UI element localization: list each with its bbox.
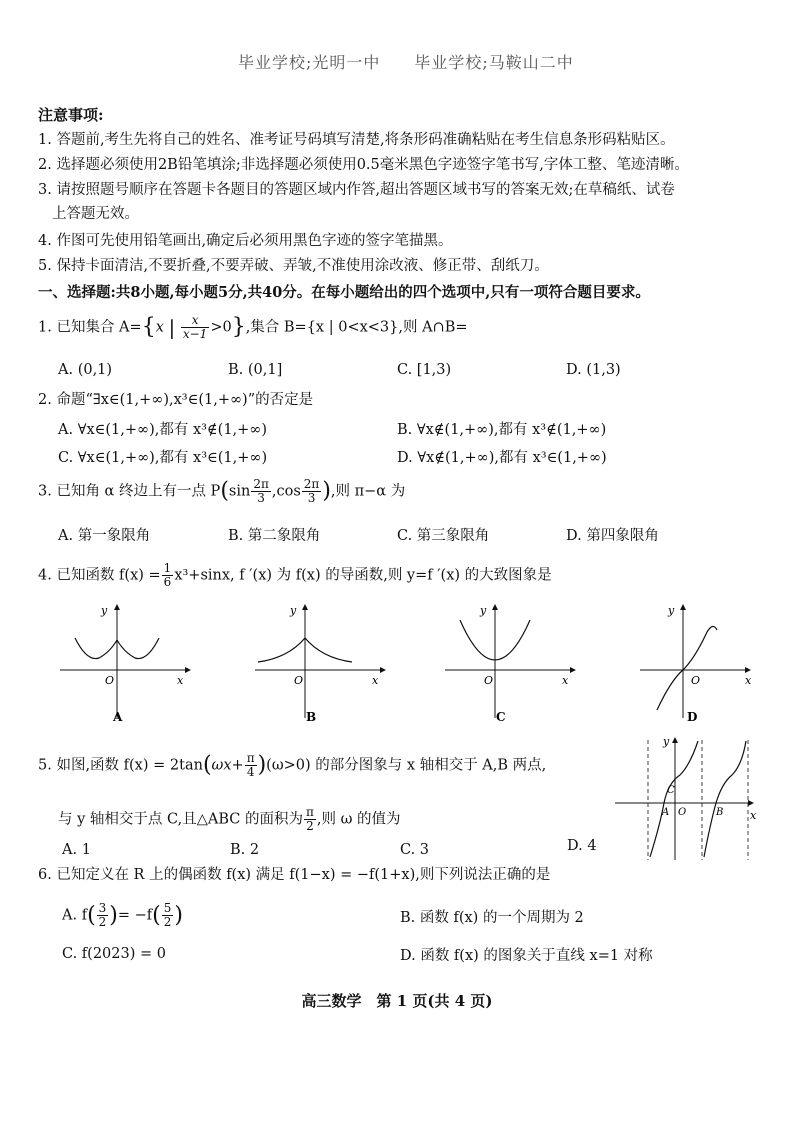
notice-item-4: 4. 作图可先使用铅笔画出,确定后必须用黑色字迹的签字笔描黑。	[38, 233, 453, 249]
q1-option-d: D. (1,3)	[566, 362, 621, 378]
q1-option-c: C. [1,3)	[397, 362, 452, 378]
q2-option-c: C. ∀x∈(1,+∞),都有 x³∈(1,+∞)	[58, 450, 268, 466]
q5-option-a: A. 1	[62, 842, 91, 858]
q6-option-a: A. f( $\frac{3}{2}$ )= −f( $\frac{5}{2}$ )	[62, 901, 183, 929]
graph-b-y-label: y	[290, 604, 297, 617]
q5-figure	[610, 735, 760, 865]
question-1-stem: 1. 已知集合 A={x | $\frac{x}{x-1}$ >0},集合 B={x | 0<x<3},则 A∩B=	[38, 313, 468, 341]
q5-option-d: D. 4	[567, 838, 597, 854]
graph-c	[440, 600, 580, 725]
q5-fig-point-c: C	[667, 785, 675, 796]
q3-option-b: B. 第二象限角	[228, 528, 321, 544]
graph-a-label: A	[113, 710, 123, 724]
graph-b-x-label: x	[372, 674, 379, 687]
notice-item-1: 1. 答题前,考生先将自己的姓名、准考证号码填写清楚,将条形码准确粘贴在考生信息条形码粘贴区。	[38, 132, 675, 148]
q5-fig-x-label: x	[750, 809, 757, 822]
q5-option-c: C. 3	[400, 842, 430, 858]
q5-fig-point-b: B	[716, 807, 724, 818]
q3-option-a: A. 第一象限角	[58, 528, 151, 544]
graph-d-origin: O	[691, 674, 701, 687]
graph-b-label: B	[306, 710, 317, 724]
question-6-stem: 6. 已知定义在 R 上的偶函数 f(x) 满足 f(1−x) = −f(1+x),则下列说法正确的是	[38, 867, 551, 883]
question-4-stem: 4. 已知函数 f(x) = $\frac{1}{6}$ x³+sinx, f ′(x) 为 f(x) 的导函数,则 y=f ′(x) 的大致图象是	[38, 561, 552, 589]
graph-d-label: D	[687, 710, 698, 724]
notice-item-3-cont: 上答题无效。	[52, 206, 139, 222]
graph-d-y-label: y	[668, 604, 675, 617]
graph-b	[250, 600, 390, 725]
graph-c-x-label: x	[562, 674, 569, 687]
page-footer: 高三数学 第 1 页(共 4 页)	[301, 992, 493, 1010]
graph-d-x-label: x	[745, 674, 752, 687]
notice-title: 注意事项:	[38, 106, 104, 124]
graph-b-origin: O	[294, 674, 304, 687]
graph-c-y-label: y	[480, 604, 487, 617]
graph-a-y-label: y	[101, 604, 108, 617]
q5-fig-y-label: y	[663, 735, 670, 748]
section-heading: 一、选择题:共8小题,每小题5分,共40分。在每小题给出的四个选项中,只有一项符合题目要求。	[38, 284, 650, 301]
q5-fig-point-a: A	[662, 807, 670, 818]
q5-fig-origin: O	[678, 807, 687, 818]
graph-a-origin: O	[105, 674, 115, 687]
question-2-stem: 2. 命题“∃x∈(1,+∞),x³∈(1,+∞)”的否定是	[38, 392, 314, 408]
q3-option-c: C. 第三象限角	[397, 528, 490, 544]
q5-option-b: B. 2	[230, 842, 260, 858]
q1-option-b: B. (0,1]	[228, 362, 283, 378]
q6-option-d: D. 函数 f(x) 的图象关于直线 x=1 对称	[400, 948, 653, 964]
page-header: 毕业学校;光明一中 毕业学校;马鞍山二中	[238, 53, 574, 72]
q2-option-a: A. ∀x∈(1,+∞),都有 x³∉(1,+∞)	[58, 422, 268, 438]
graph-c-label: C	[496, 710, 506, 724]
graph-d	[635, 600, 775, 725]
q2-option-b: B. ∀x∉(1,+∞),都有 x³∉(1,+∞)	[397, 422, 607, 438]
q2-option-d: D. ∀x∉(1,+∞),都有 x³∈(1,+∞)	[397, 450, 607, 466]
question-5-stem: 5. 如图,函数 f(x) = 2tan(ωx+ $\frac{\pi}{4}$ )(ω>0) 的部分图象与 x 轴相交于 A,B 两点,	[38, 751, 547, 779]
graph-a	[55, 600, 195, 725]
question-3-stem: 3. 已知角 α 终边上有一点 P(sin $\frac{2\pi}{3}$ ,cos $\frac{2\pi}{3}$ ),则 π−α 为	[38, 477, 406, 505]
q6-option-c: C. f(2023) = 0	[62, 946, 166, 962]
notice-item-3: 3. 请按照题号顺序在答题卡各题目的答题区域内作答,超出答题区域书写的答案无效;在草稿纸、试卷	[38, 182, 675, 198]
q3-option-d: D. 第四象限角	[566, 528, 659, 544]
q6-option-b: B. 函数 f(x) 的一个周期为 2	[400, 910, 584, 926]
graph-a-x-label: x	[177, 674, 184, 687]
notice-item-2: 2. 选择题必须使用2B铅笔填涂;非选择题必须使用0.5毫米黑色字迹签字笔书写,字体工整、笔迹清晰。	[38, 157, 689, 173]
graph-c-origin: O	[484, 674, 494, 687]
notice-item-5: 5. 保持卡面清洁,不要折叠,不要弄破、弄皱,不准使用涂改液、修正带、刮纸刀。	[38, 258, 549, 274]
q1-option-a: A. (0,1)	[58, 362, 113, 378]
question-5-stem-line2: 与 y 轴相交于点 C,且△ABC 的面积为 $\frac{\pi}{2}$ ,则 ω 的值为	[58, 805, 401, 833]
